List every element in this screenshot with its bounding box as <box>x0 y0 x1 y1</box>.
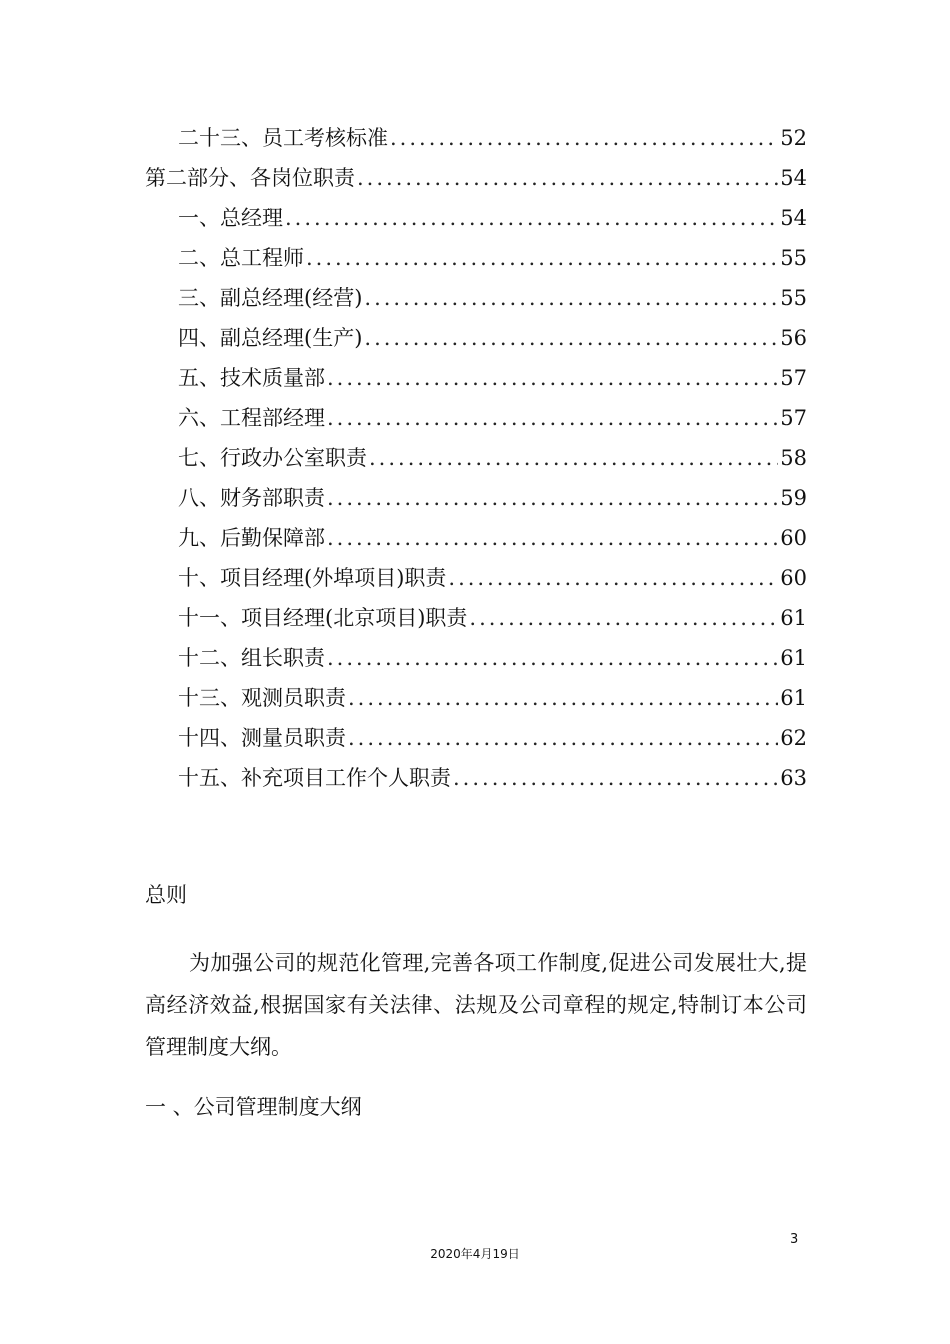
toc-entry-title: 十五、补充项目工作个人职责 <box>178 766 451 790</box>
toc-dot-leader <box>369 438 778 478</box>
toc-entry-page: 62 <box>780 726 807 750</box>
toc-dot-leader <box>469 598 778 638</box>
toc-entry-title: 六、工程部经理 <box>178 406 325 430</box>
toc-entry[interactable] <box>145 238 807 278</box>
section-heading: 一 、公司管理制度大纲 <box>145 1095 362 1119</box>
toc-entry[interactable] <box>145 118 807 158</box>
toc-dot-leader <box>348 718 778 758</box>
toc-entry-title: 四、副总经理(生产) <box>178 326 363 350</box>
toc-entry-page: 63 <box>780 766 807 790</box>
page-number: 3 <box>790 1232 799 1247</box>
toc-entry[interactable] <box>145 558 807 598</box>
general-provisions-heading: 总则 <box>145 883 187 907</box>
toc-dot-leader <box>357 158 778 198</box>
toc-entry-title: 三、副总经理(经营) <box>178 286 363 310</box>
toc-entry-page: 60 <box>780 566 807 590</box>
toc-entry[interactable] <box>145 158 807 198</box>
table-of-contents <box>145 118 807 798</box>
toc-entry-page: 54 <box>780 166 807 190</box>
toc-entry-page: 57 <box>780 406 807 430</box>
footer-date: 2020年4月19日 <box>430 1247 520 1261</box>
toc-dot-leader <box>327 518 778 558</box>
toc-dot-leader <box>364 318 778 358</box>
toc-dot-leader <box>327 478 778 518</box>
toc-entry-page: 55 <box>780 286 807 310</box>
toc-entry[interactable] <box>145 278 807 318</box>
toc-entry[interactable] <box>145 638 807 678</box>
toc-entry-page: 54 <box>780 206 807 230</box>
toc-entry-page: 57 <box>780 366 807 390</box>
toc-dot-leader <box>453 758 778 798</box>
toc-entry[interactable] <box>145 678 807 718</box>
toc-dot-leader <box>327 638 778 678</box>
toc-dot-leader <box>327 398 778 438</box>
toc-dot-leader <box>327 358 778 398</box>
toc-entry[interactable] <box>145 438 807 478</box>
toc-entry-page: 59 <box>780 486 807 510</box>
general-provisions-paragraph: 为加强公司的规范化管理,完善各项工作制度,促进公司发展壮大,提高经济效益,根据国家有关法律、法规及公司章程的规定,特制订本公司管理制度大纲。 <box>145 951 807 1059</box>
toc-entry[interactable] <box>145 318 807 358</box>
toc-entry-title: 七、行政办公室职责 <box>178 446 367 470</box>
toc-entry-page: 55 <box>780 246 807 270</box>
toc-entry-title: 十二、组长职责 <box>178 646 325 670</box>
toc-entry-page: 56 <box>780 326 807 350</box>
toc-dot-leader <box>348 678 778 718</box>
toc-entry[interactable] <box>145 358 807 398</box>
toc-entry-title: 十、项目经理(外埠项目)职责 <box>178 566 447 590</box>
toc-entry-title: 一、总经理 <box>178 206 283 230</box>
toc-entry-page: 61 <box>780 606 807 630</box>
toc-entry-page: 58 <box>780 446 807 470</box>
toc-entry-title: 二、总工程师 <box>178 246 304 270</box>
toc-entry[interactable] <box>145 518 807 558</box>
toc-entry[interactable] <box>145 718 807 758</box>
toc-entry-title: 十三、观测员职责 <box>178 686 346 710</box>
toc-dot-leader <box>448 558 778 598</box>
toc-entry-page: 61 <box>780 646 807 670</box>
toc-dot-leader <box>390 118 778 158</box>
toc-entry[interactable] <box>145 758 807 798</box>
toc-dot-leader <box>306 238 778 278</box>
toc-entry-page: 61 <box>780 686 807 710</box>
toc-entry[interactable] <box>145 478 807 518</box>
toc-dot-leader <box>285 198 778 238</box>
toc-entry-title: 十四、测量员职责 <box>178 726 346 750</box>
toc-entry-title: 八、财务部职责 <box>178 486 325 510</box>
toc-entry-title: 九、后勤保障部 <box>178 526 325 550</box>
toc-entry-page: 52 <box>780 126 807 150</box>
toc-entry-title: 五、技术质量部 <box>178 366 325 390</box>
toc-entry[interactable] <box>145 398 807 438</box>
toc-entry-title: 十一、项目经理(北京项目)职责 <box>178 606 468 630</box>
toc-entry[interactable] <box>145 598 807 638</box>
toc-entry-title: 第二部分、各岗位职责 <box>145 166 355 190</box>
toc-entry[interactable] <box>145 198 807 238</box>
toc-entry-page: 60 <box>780 526 807 550</box>
toc-entry-title: 二十三、员工考核标准 <box>178 126 388 150</box>
toc-dot-leader <box>364 278 778 318</box>
